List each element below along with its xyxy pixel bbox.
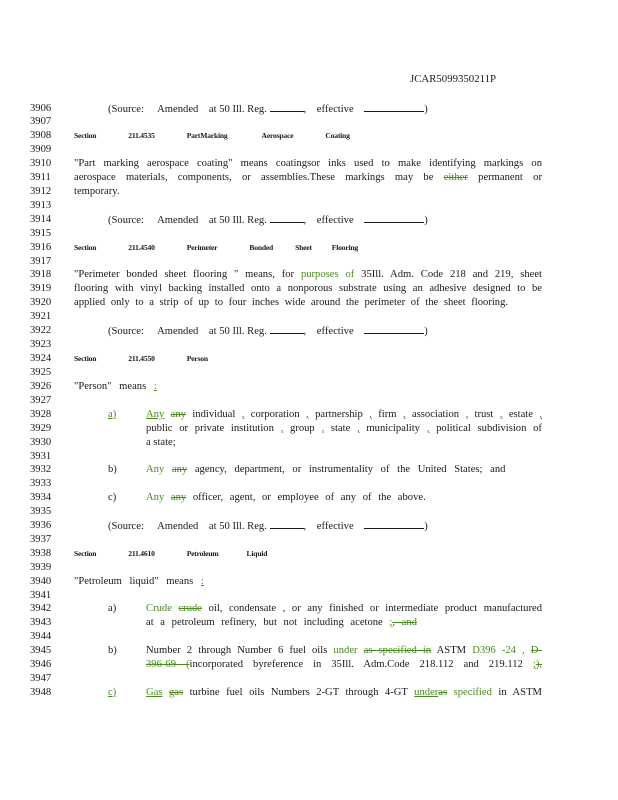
- section-title: Section 211.4610 Petroleum Liquid: [74, 549, 268, 558]
- deleted-text: either: [443, 172, 468, 183]
- inserted-text: purposes of: [300, 269, 355, 280]
- definition-line: [0, 380, 618, 393]
- section-heading: [0, 241, 618, 254]
- definition-text: aerospace materials, components, or assemblies.These markings may be either permanent or: [74, 172, 542, 183]
- source-note-line: [0, 213, 618, 226]
- line-number: 3944: [30, 631, 52, 642]
- section-heading: [0, 547, 618, 560]
- source-note: (Source: Amended at 50 Ill. Reg. , effective ): [108, 326, 428, 337]
- line-number: 3945: [30, 645, 52, 656]
- line-number: 3939: [30, 562, 52, 573]
- line-number: 3928: [30, 409, 52, 420]
- line-number: 3914: [30, 214, 52, 225]
- line-number: 3921: [30, 311, 52, 322]
- line-number: 3919: [30, 283, 52, 294]
- line-number: 3912: [30, 186, 52, 197]
- line-number: 3910: [30, 158, 52, 169]
- list-item: [0, 408, 618, 421]
- definition-text: flooring with vinyl backing installed onto a nonporous substrate using an adhesive designed to be: [74, 283, 542, 294]
- item-label: c): [108, 687, 117, 698]
- definition-line: [0, 157, 618, 170]
- line-number: 3946: [30, 659, 52, 670]
- inserted-text: :: [200, 576, 204, 587]
- inserted-text: :: [153, 381, 157, 392]
- line-number: 3917: [30, 256, 52, 267]
- item-label: b): [108, 645, 117, 656]
- line-number: 3933: [30, 478, 52, 489]
- document-header: JCAR5099350211P: [410, 73, 496, 85]
- item-text: Any any agency, department, or instrumentality of the United States; and: [146, 464, 506, 475]
- list-item: [0, 491, 618, 504]
- list-item: [0, 422, 618, 435]
- line-number: 3935: [30, 506, 52, 517]
- item-text: a state;: [146, 437, 176, 448]
- line-number: 3923: [30, 339, 52, 350]
- line-number: 3937: [30, 534, 52, 545]
- definition-line: [0, 268, 618, 281]
- definition-text: "Part marking aerospace coating" means coatingsor inks used to make identifying markings on: [74, 158, 542, 169]
- definition-line: [0, 171, 618, 184]
- line-number: 3909: [30, 144, 52, 155]
- source-note-line: [0, 102, 618, 115]
- section-title: Section 211.4550 Person: [74, 354, 208, 363]
- item-text: 396-69 (incorporated byreference in 35Ill. Adm.Code 218.112 and 219.112 ;),: [146, 659, 542, 670]
- definition-line: [0, 296, 618, 309]
- line-number: 3936: [30, 520, 52, 531]
- line-number: 3913: [30, 200, 52, 211]
- line-number: 3938: [30, 548, 52, 559]
- item-text: Number 2 through Number 6 fuel oils under as specified in ASTM D396 -24 , D-: [146, 645, 542, 656]
- line-number: 3907: [30, 116, 52, 127]
- item-text: public or private institution , group , state , municipality , political subdivision of: [146, 423, 542, 434]
- definition-text: "Person" means :: [74, 381, 157, 392]
- line-number: 3941: [30, 590, 52, 601]
- line-number: 3915: [30, 228, 52, 239]
- item-text: at a petroleum refinery, but not including acetone ;, and: [146, 617, 417, 628]
- item-text: Any any individual , corporation , partnership , firm , association , trust , estate ,: [146, 409, 543, 420]
- item-label: a): [108, 409, 117, 420]
- line-number: 3942: [30, 603, 52, 614]
- list-item: [0, 686, 618, 699]
- line-number: 3911: [30, 172, 51, 183]
- line-number: 3943: [30, 617, 52, 628]
- line-number: 3924: [30, 353, 52, 364]
- section-heading: [0, 352, 618, 365]
- line-number: 3926: [30, 381, 52, 392]
- list-item: [0, 658, 618, 671]
- item-text: Any any officer, agent, or employee of any of the above.: [146, 492, 426, 503]
- source-note-line: [0, 519, 618, 532]
- list-item: [0, 602, 618, 615]
- definition-text: "Petroleum liquid" means :: [74, 576, 204, 587]
- item-label: b): [108, 464, 117, 475]
- source-note: (Source: Amended at 50 Ill. Reg. , effective ): [108, 521, 428, 532]
- line-number: 3948: [30, 687, 52, 698]
- definition-text: temporary.: [74, 186, 120, 197]
- line-number: 3930: [30, 437, 52, 448]
- definition-text: "Perimeter bonded sheet flooring " means, for purposes of 35Ill. Adm. Code 218 and 219, sheet: [74, 269, 542, 280]
- definition-line: [0, 185, 618, 198]
- line-number: 3920: [30, 297, 52, 308]
- definition-text: applied only to a strip of up to four inches wide around the perimeter of the sheet flooring.: [74, 297, 509, 308]
- line-number: 3922: [30, 325, 52, 336]
- list-item: [0, 616, 618, 629]
- line-number: 3927: [30, 395, 52, 406]
- source-note-line: [0, 324, 618, 337]
- source-note: (Source: Amended at 50 Ill. Reg. , effective ): [108, 104, 428, 115]
- line-number: 3925: [30, 367, 52, 378]
- section-heading: [0, 129, 618, 142]
- list-item: [0, 644, 618, 657]
- list-item: [0, 436, 618, 449]
- line-number: 3931: [30, 451, 52, 462]
- section-title: Section 211.4540 Perimeter Bonded Sheet Flooring: [74, 243, 359, 252]
- definition-line: [0, 575, 618, 588]
- line-number: 3918: [30, 269, 52, 280]
- list-item: [0, 463, 618, 476]
- item-label: c): [108, 492, 117, 503]
- line-number: 3908: [30, 130, 52, 141]
- line-number: 3932: [30, 464, 52, 475]
- section-title: Section 211.4535 PartMarking Aerospace Coating: [74, 131, 350, 140]
- definition-line: [0, 282, 618, 295]
- source-note: (Source: Amended at 50 Ill. Reg. , effective ): [108, 215, 428, 226]
- line-number: 3929: [30, 423, 52, 434]
- line-number: 3934: [30, 492, 52, 503]
- item-text: Crude crude oil, condensate , or any finished or intermediate product manufactured: [146, 603, 542, 614]
- item-label: a): [108, 603, 117, 614]
- item-text: Gas gas turbine fuel oils Numbers 2-GT through 4-GT underas specified in ASTM: [146, 687, 542, 698]
- line-number: 3947: [30, 673, 52, 684]
- line-number: 3906: [30, 103, 52, 114]
- line-number: 3916: [30, 242, 52, 253]
- line-number: 3940: [30, 576, 52, 587]
